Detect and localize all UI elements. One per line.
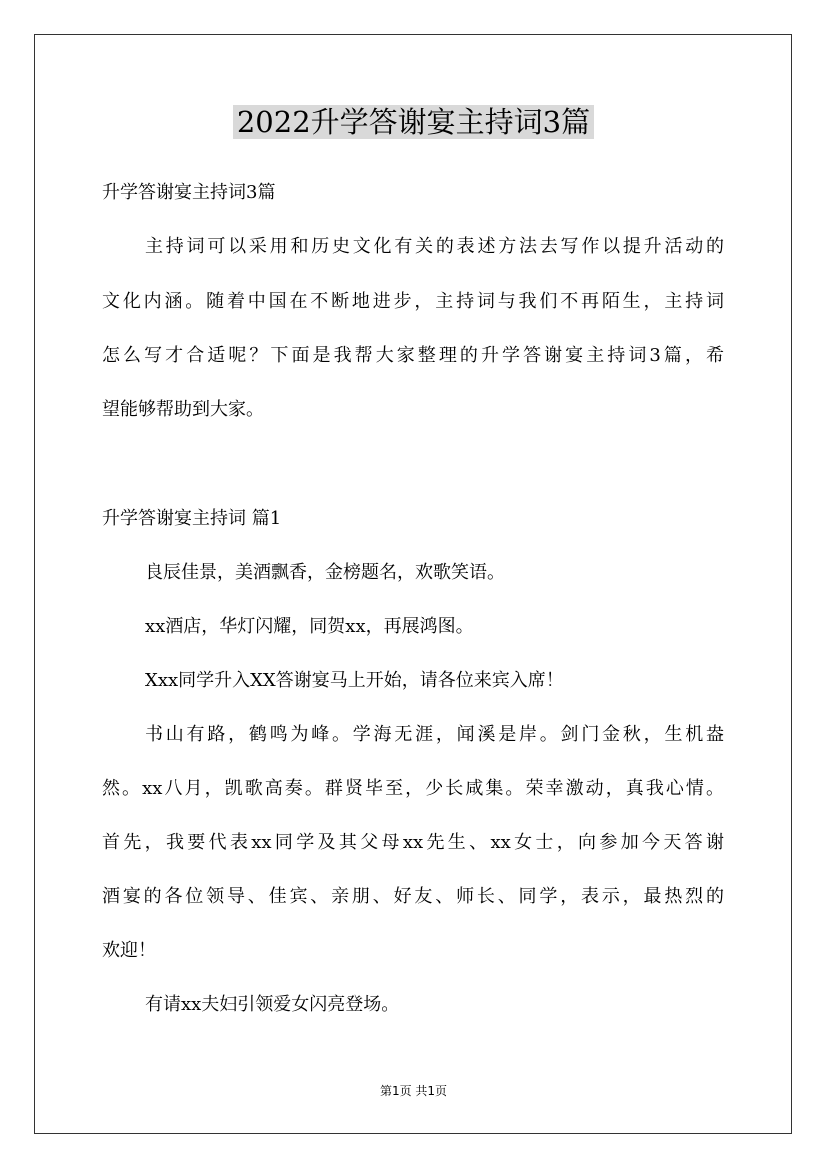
section-heading: 升学答谢宴主持词 篇1 bbox=[102, 508, 282, 529]
paragraph-line: 然。xx八月，凯歌高奏。群贤毕至，少长咸集。荣幸激动，真我心情。 bbox=[102, 778, 724, 799]
paragraph-line: 书山有路，鹤鸣为峰。学海无涯，闻溪是岸。剑门金秋，生机盎 bbox=[145, 724, 724, 745]
paragraph-line: 欢迎！ bbox=[102, 940, 156, 961]
paragraph-line: 有请xx夫妇引领爱女闪亮登场。 bbox=[145, 994, 400, 1015]
paragraph-line: Xxx同学升入XX答谢宴马上开始，请各位来宾入席！ bbox=[145, 670, 564, 691]
paragraph-line: 酒宴的各位领导、佳宾、亲朋、好友、师长、同学，表示，最热烈的 bbox=[102, 886, 724, 907]
document-subtitle: 升学答谢宴主持词3篇 bbox=[102, 182, 276, 203]
intro-line: 怎么写才合适呢？下面是我帮大家整理的升学答谢宴主持词3篇，希 bbox=[102, 345, 724, 366]
page-number-footer: 第1页 共1页 bbox=[379, 1084, 448, 1098]
intro-line: 望能够帮助到大家。 bbox=[102, 399, 264, 420]
intro-line: 主持词可以采用和历史文化有关的表述方法去写作以提升活动的 bbox=[145, 236, 724, 257]
intro-line: 文化内涵。随着中国在不断地进步，主持词与我们不再陌生，主持词 bbox=[102, 291, 724, 312]
document-title: 2022升学答谢宴主持词3篇 bbox=[0, 100, 827, 144]
paragraph-line: 首先，我要代表xx同学及其父母xx先生、xx女士，向参加今天答谢 bbox=[102, 832, 724, 853]
paragraph-line: xx酒店，华灯闪耀，同贺xx，再展鸿图。 bbox=[145, 616, 474, 637]
paragraph-line: 良辰佳景，美酒飘香，金榜题名，欢歌笑语。 bbox=[145, 562, 505, 583]
